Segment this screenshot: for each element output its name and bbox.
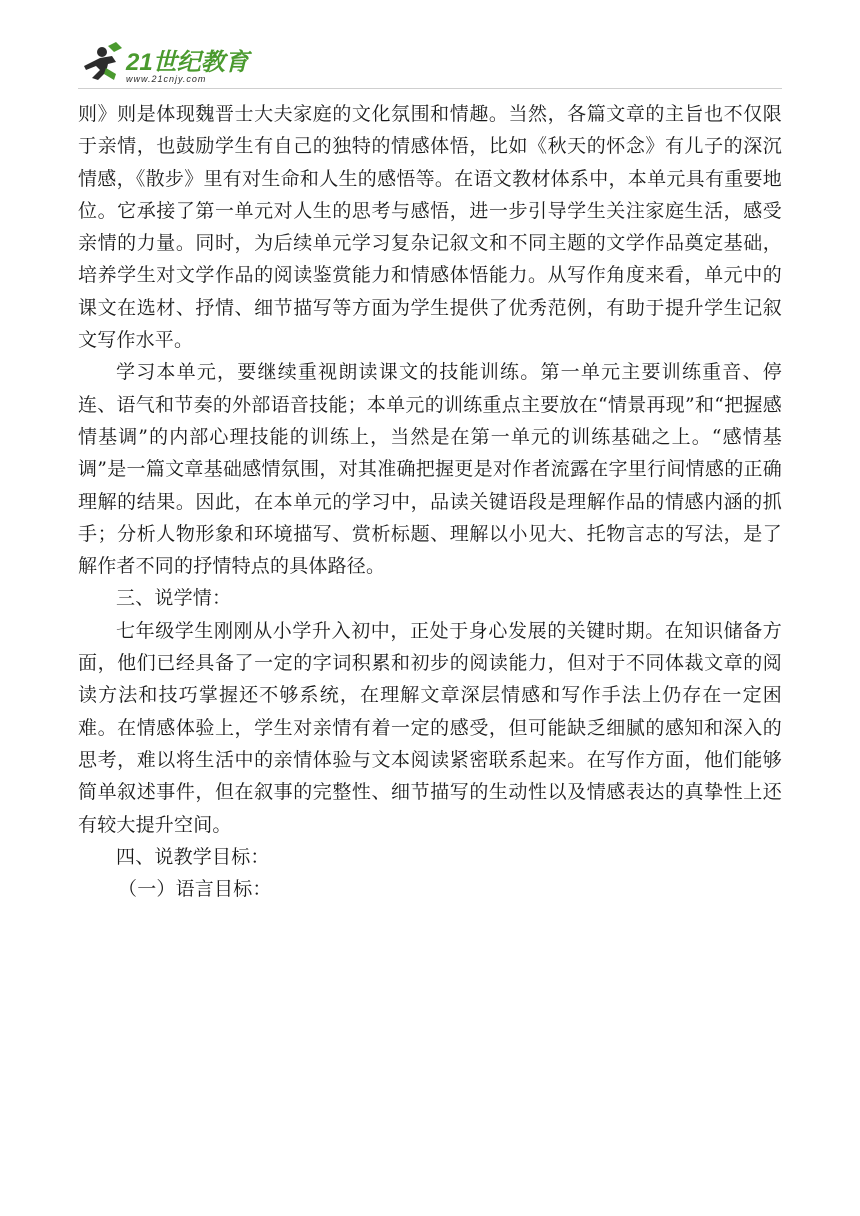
brand-logo — [78, 40, 278, 86]
paragraph-student-analysis: 七年级学生刚刚从小学升入初中，正处于身心发展的关键时期。在知识储备方面，他们已经具备了一定的字词积累和初步的阅读能力，但对于不同体裁文章的阅读方法和技巧掌握还不够系统，在理解文章深层情感和写作手法上仍存在一定困难。在情感体验上，学生对亲情有着一定的感受，但可能缺乏细腻的感知和深入的思考，难以将生活中的亲情体验与文本阅读紧密联系起来。在写作方面，他们能够简单叙述事件，但在叙事的完整性、细节描写的生动性以及情感表达的真挚性上还有较大提升空间。 — [78, 619, 782, 836]
logo-url-text: www.21cnjy.com — [126, 74, 207, 84]
logo-brand-text: 21世纪教育 — [126, 49, 249, 76]
section-heading-student-analysis: 三、说学情： — [116, 587, 232, 610]
paragraph-reading-training: 学习本单元，要继续重视朗读课文的技能训练。第一单元主要训练重音、停连、语气和节奏的外部语音技能；本单元的训练重点主要放在“情景再现”和“把握感情基调”的内部心理技能的训练上，当然是在第一单元的训练基础之上。“感情基调”是一篇文章基础感情氛围，对其准确把握更是对作者流露在字里行间情感的正确理解的结果。因此，在本单元的学习中，品读关键语段是理解作品的情感内涵的抓手；分析人物形象和环境描写、赏析标题、理解以小见大、托物言志的写法，是了解作者不同的抒情特点的具体路径。 — [78, 361, 782, 578]
page-header — [78, 36, 782, 106]
paragraph-unit-overview: 则》则是体现魏晋士大夫家庭的文化氛围和情趣。当然，各篇文章的主旨也不仅限于亲情，也鼓励学生有自己的独特的情感体悟，比如《秋天的怀念》有儿子的深沉情感，《散步》里有对生命和人生的感悟等。在语文教材体系中，本单元具有重要地位。它承接了第一单元对人生的思考与感悟，进一步引导学生关注家庭生活，感受亲情的力量。同时，为后续单元学习复杂记叙文和不同主题的文学作品奠定基础，培养学生对文学作品的阅读鉴赏能力和情感体悟能力。从写作角度来看，单元中的课文在选材、抒情、细节描写等方面为学生提供了优秀范例，有助于提升学生记叙文写作水平。 — [78, 103, 782, 352]
document-body — [78, 98, 782, 905]
header-divider — [78, 88, 782, 89]
running-person-icon — [84, 42, 122, 80]
section-heading-teaching-objectives: 四、说教学目标： — [116, 845, 270, 868]
subsection-heading-language-objective: （一）语言目标： — [118, 878, 272, 901]
